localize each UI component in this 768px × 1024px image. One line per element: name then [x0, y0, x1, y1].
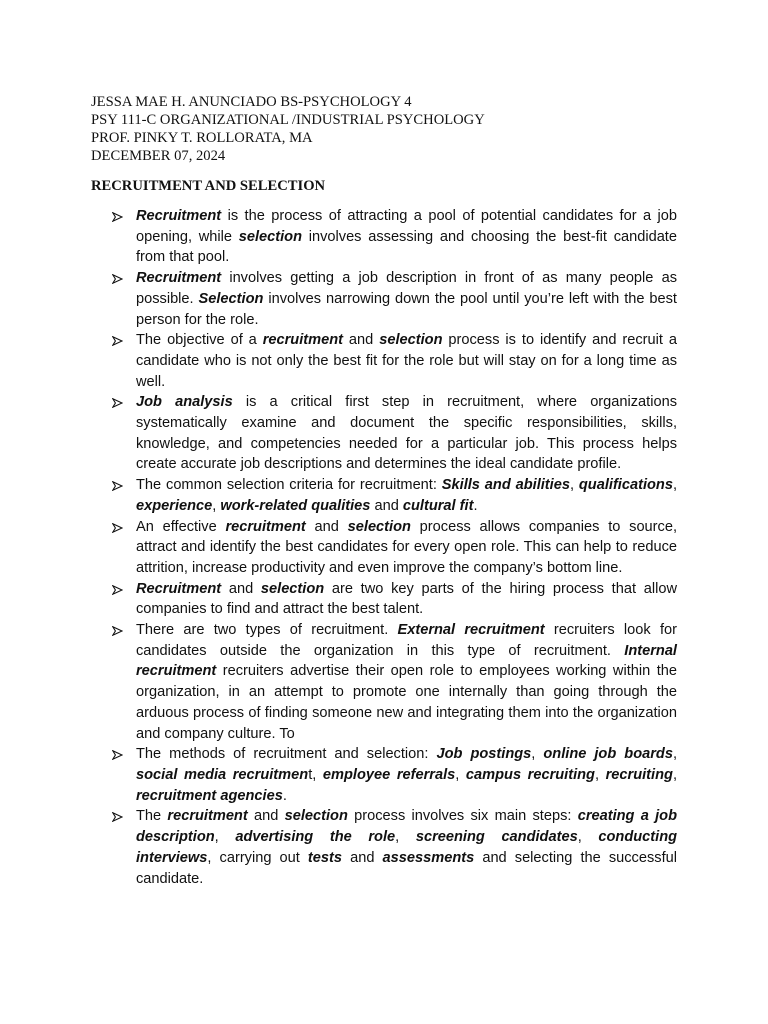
bullet-emphasis-text: Job postings: [436, 746, 532, 763]
bullet-emphasis-text: selection: [284, 808, 348, 825]
bullet-emphasis-text: online job boards: [543, 746, 673, 763]
bullet-emphasis-text: qualifications: [578, 477, 673, 494]
arrowhead-bullet-icon: [112, 620, 126, 641]
bullet-emphasis-text: conducting interviews: [136, 829, 678, 866]
bullet-emphasis-text: campus recruiting: [465, 766, 595, 783]
bullet-emphasis-text: creating a job description: [136, 808, 678, 846]
bullet-emphasis-text: screening candidates: [415, 829, 578, 846]
bullet-emphasis-text: recruitment: [167, 808, 248, 825]
bullet-text: The common selection criteria for recruitment:: [136, 477, 442, 494]
bullet-list: [0, 206, 768, 889]
bullet-text: recruiters look for candidates outside the organization in this type of recruitment.: [136, 622, 677, 659]
bullet-emphasis-text: recruiting: [605, 766, 673, 783]
header-course-line: PSY 111-C ORGANIZATIONAL /INDUSTRIAL PSYCHOLOGY: [91, 112, 485, 128]
bullet-item: [0, 206, 677, 268]
bullet-text: ,: [672, 746, 678, 763]
arrowhead-bullet-icon: [112, 392, 126, 413]
arrowhead-bullet-icon: [112, 268, 126, 289]
bullet-emphasis-text: work-related qualities: [220, 497, 371, 514]
bullet-text: is a critical first step in recruitment, where organizations systematically examine and document the specific responsibilities, skills, knowledge, and competencies needed for a particular job. This process helps create accurate job descriptions and determines the ideal candidate profile.: [136, 394, 677, 473]
bullet-item: [0, 268, 677, 330]
bullet-emphasis-text: Recruitment: [136, 580, 222, 597]
bullet-text: An effective: [136, 518, 226, 535]
bullet-emphasis-text: cultural fit: [402, 497, 474, 514]
bullet-text: involves narrowing down the pool until you’re left with the best person for the role.: [136, 290, 677, 328]
header-student-line: JESSA MAE H. ANUNCIADO BS-PSYCHOLOGY 4: [91, 94, 412, 110]
arrowhead-bullet-icon: [112, 206, 126, 227]
bullet-item: [0, 330, 677, 392]
bullet-emphasis-text: selection: [238, 228, 303, 245]
bullet-text: ,: [569, 477, 579, 494]
arrowhead-bullet-icon: [112, 744, 126, 765]
bullet-emphasis-text: Selection: [198, 290, 264, 307]
bullet-emphasis-text: social media recruitmen: [136, 766, 309, 783]
bullet-text: There are two types of recruitment.: [136, 622, 398, 639]
bullet-emphasis-text: Skills and abilities: [441, 477, 570, 494]
bullet-item: [0, 475, 677, 516]
bullet-text: and: [342, 849, 383, 866]
arrowhead-bullet-icon: [112, 806, 126, 827]
bullet-text: recruiters advertise their open role to employees working within the organization, in an attempt to promote one internally than going through the arduous process of finding someone new and integrating them into the organization and company culture. To: [136, 663, 677, 742]
header-professor-line: PROF. PINKY T. ROLLORATA, MA: [91, 130, 313, 146]
bullet-emphasis-text: selection: [347, 518, 411, 535]
bullet-item: [0, 579, 677, 620]
bullet-text: and: [247, 808, 285, 825]
bullet-text: .: [282, 787, 287, 804]
bullet-text: is the process of attracting a pool of potential candidates for a job opening, while: [136, 208, 677, 245]
bullet-text: t,: [308, 766, 323, 783]
bullet-item: [0, 517, 677, 579]
bullet-emphasis-text: Recruitment: [136, 208, 222, 224]
bullet-text: .: [473, 497, 478, 514]
bullet-text: The: [136, 808, 168, 825]
document-header: [91, 93, 691, 165]
bullet-text: ,: [672, 477, 678, 494]
bullet-emphasis-text: employee referrals: [322, 766, 456, 783]
arrowhead-bullet-icon: [112, 475, 126, 496]
bullet-emphasis-text: experience: [136, 497, 213, 514]
bullet-text: ,: [577, 829, 599, 846]
bullet-text: ,: [672, 766, 677, 783]
bullet-emphasis-text: Recruitment: [136, 270, 222, 287]
bullet-text: and selecting the successful candidate.: [136, 849, 677, 887]
bullet-text: ,: [455, 766, 466, 783]
bullet-item: [0, 620, 677, 744]
bullet-text: ,: [214, 829, 236, 846]
bullet-text: and: [370, 497, 403, 514]
bullet-emphasis-text: tests: [307, 849, 342, 866]
arrowhead-bullet-icon: [112, 517, 126, 538]
bullet-item: [0, 744, 677, 806]
bullet-text: ,: [531, 746, 544, 763]
arrowhead-bullet-icon: [112, 579, 126, 600]
bullet-text: ,: [395, 829, 416, 846]
arrowhead-bullet-icon: [112, 330, 126, 351]
bullet-text: and: [305, 518, 348, 535]
bullet-text: involves assessing and choosing the best-fit candidate from that pool.: [136, 228, 677, 266]
bullet-emphasis-text: External recruitment: [397, 622, 545, 639]
bullet-emphasis-text: Internal recruitment: [136, 642, 677, 680]
bullet-emphasis-text: recruitment agencies: [136, 787, 283, 804]
bullet-text: process is to identify and recruit a candidate who is not only the best fit for the role but will stay on for a long time as well.: [136, 332, 677, 390]
bullet-text: ,: [594, 766, 606, 783]
bullet-text: and: [221, 580, 261, 597]
bullet-emphasis-text: selection: [379, 332, 443, 349]
header-date-line: DECEMBER 07, 2024: [91, 148, 226, 164]
bullet-text: are two key parts of the hiring process that allow companies to find and attract the best talent.: [136, 580, 677, 618]
bullet-text: and: [343, 332, 380, 349]
bullet-emphasis-text: assessments: [382, 849, 475, 866]
bullet-text: process involves six main steps:: [347, 808, 578, 825]
bullet-emphasis-text: recruitment: [225, 518, 306, 535]
bullet-emphasis-text: selection: [260, 580, 325, 597]
bullet-emphasis-text: advertising the role: [235, 829, 396, 846]
bullet-emphasis-text: recruitment: [262, 332, 344, 349]
bullet-text: involves getting a job description in front of as many people as possible.: [136, 270, 677, 307]
bullet-text: process allows companies to source, attract and identify the best candidates for every open role. This can help to reduce attrition, increase productivity and even improve the company’s bottom line.: [136, 518, 678, 576]
bullet-item: [0, 392, 677, 475]
bullet-text: ,: [212, 497, 221, 514]
section-title: RECRUITMENT AND SELECTION: [91, 178, 326, 194]
bullet-emphasis-text: Job analysis: [136, 394, 233, 411]
bullet-item: [0, 806, 677, 889]
bullet-text: The objective of a: [136, 332, 263, 349]
bullet-text: The methods of recruitment and selection:: [136, 746, 437, 763]
bullet-text: , carrying out: [207, 849, 308, 866]
